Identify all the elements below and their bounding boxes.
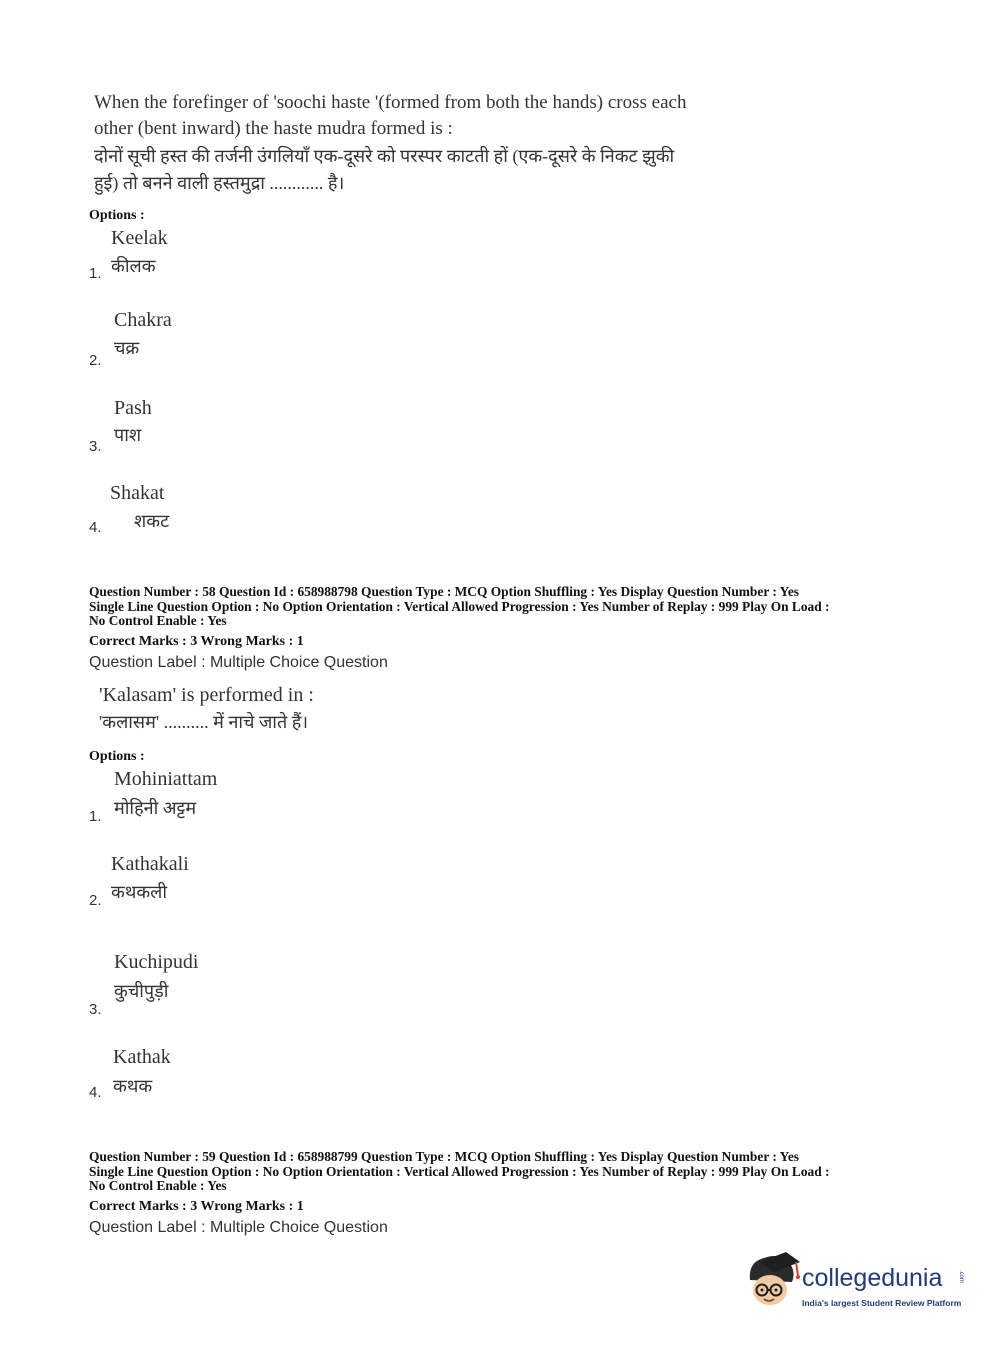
option-text-en: Kathakali xyxy=(111,853,189,875)
option-number: 2. xyxy=(89,352,102,369)
q58-meta-line1: Question Number : 58 Question Id : 658988798 Question Type : MCQ Option Shuffling : Yes Display Question Number : Yes xyxy=(89,584,800,599)
option-text-hi: कीलक xyxy=(111,256,156,276)
q58-text-hi: 'कलासम' .......... में नाचे जाते हैं। xyxy=(99,712,309,732)
q59-meta-line2: Single Line Question Option : No Option Orientation : Vertical Allowed Progression : Yes Number of Replay : 999 Play On Load : xyxy=(89,1164,830,1179)
q58-question-label: Question Label : Multiple Choice Question xyxy=(89,654,388,671)
option-text-hi: कुचीपुड़ी xyxy=(114,981,169,1001)
option-text-hi: कथकली xyxy=(111,882,168,902)
q57-text-hi-line1: दोनों सूची हस्त की तर्जनी उंगलियाँ एक-दूसरे को परस्पर काटती हों (एक-दूसरे के निकट झुकी xyxy=(94,146,675,166)
q59-meta-line1: Question Number : 59 Question Id : 658988799 Question Type : MCQ Option Shuffling : Yes Display Question Number : Yes xyxy=(89,1149,800,1164)
q57-text-en-line1: When the forefinger of 'soochi haste '(formed from both the hands) cross each xyxy=(94,92,687,113)
option-number: 4. xyxy=(89,1084,102,1101)
q58-meta-line2: Single Line Question Option : No Option Orientation : Vertical Allowed Progression : Yes Number of Replay : 999 Play On Load : xyxy=(89,599,830,614)
logo-tagline: India's largest Student Review Platform xyxy=(802,1298,962,1308)
q57-text-hi-line2: हुई) तो बनने वाली हस्तमुद्रा ............ है। xyxy=(94,173,345,193)
collegedunia-logo[interactable] xyxy=(740,1250,970,1320)
q59-question-label: Question Label : Multiple Choice Question xyxy=(89,1219,388,1236)
option-text-hi: मोहिनी अट्टम xyxy=(114,798,197,818)
option-number: 3. xyxy=(89,438,102,455)
q59-meta-line3: No Control Enable : Yes xyxy=(89,1178,227,1193)
option-text-hi: कथक xyxy=(113,1076,153,1096)
option-text-hi: चक्र xyxy=(114,338,140,358)
option-number: 2. xyxy=(89,892,102,909)
option-number: 1. xyxy=(89,808,102,825)
q58-marks: Correct Marks : 3 Wrong Marks : 1 xyxy=(89,634,304,649)
option-number: 1. xyxy=(89,265,102,282)
q58-options-label: Options : xyxy=(89,749,145,764)
option-text-hi: शकट xyxy=(134,511,170,531)
option-number: 3. xyxy=(89,1001,102,1018)
option-text-en: Pash xyxy=(114,397,152,419)
option-text-en: Shakat xyxy=(110,482,165,504)
mascot-icon xyxy=(740,1250,802,1312)
option-text-en: Chakra xyxy=(114,309,172,331)
option-text-en: Kathak xyxy=(113,1046,171,1068)
logo-wordmark: collegedunia xyxy=(802,1264,943,1292)
q58-text-en: 'Kalasam' is performed in : xyxy=(99,684,314,706)
q59-marks: Correct Marks : 3 Wrong Marks : 1 xyxy=(89,1199,304,1214)
q58-meta-line3: No Control Enable : Yes xyxy=(89,613,227,628)
option-text-en: Keelak xyxy=(111,227,168,249)
logo-suffix: .com xyxy=(958,1270,964,1284)
option-text-en: Mohiniattam xyxy=(114,768,218,790)
q57-text-en-line2: other (bent inward) the haste mudra formed is : xyxy=(94,118,453,139)
q57-options-label: Options : xyxy=(89,208,145,223)
option-text-en: Kuchipudi xyxy=(114,951,199,973)
option-text-hi: पाश xyxy=(114,425,142,445)
option-number: 4. xyxy=(89,519,102,536)
